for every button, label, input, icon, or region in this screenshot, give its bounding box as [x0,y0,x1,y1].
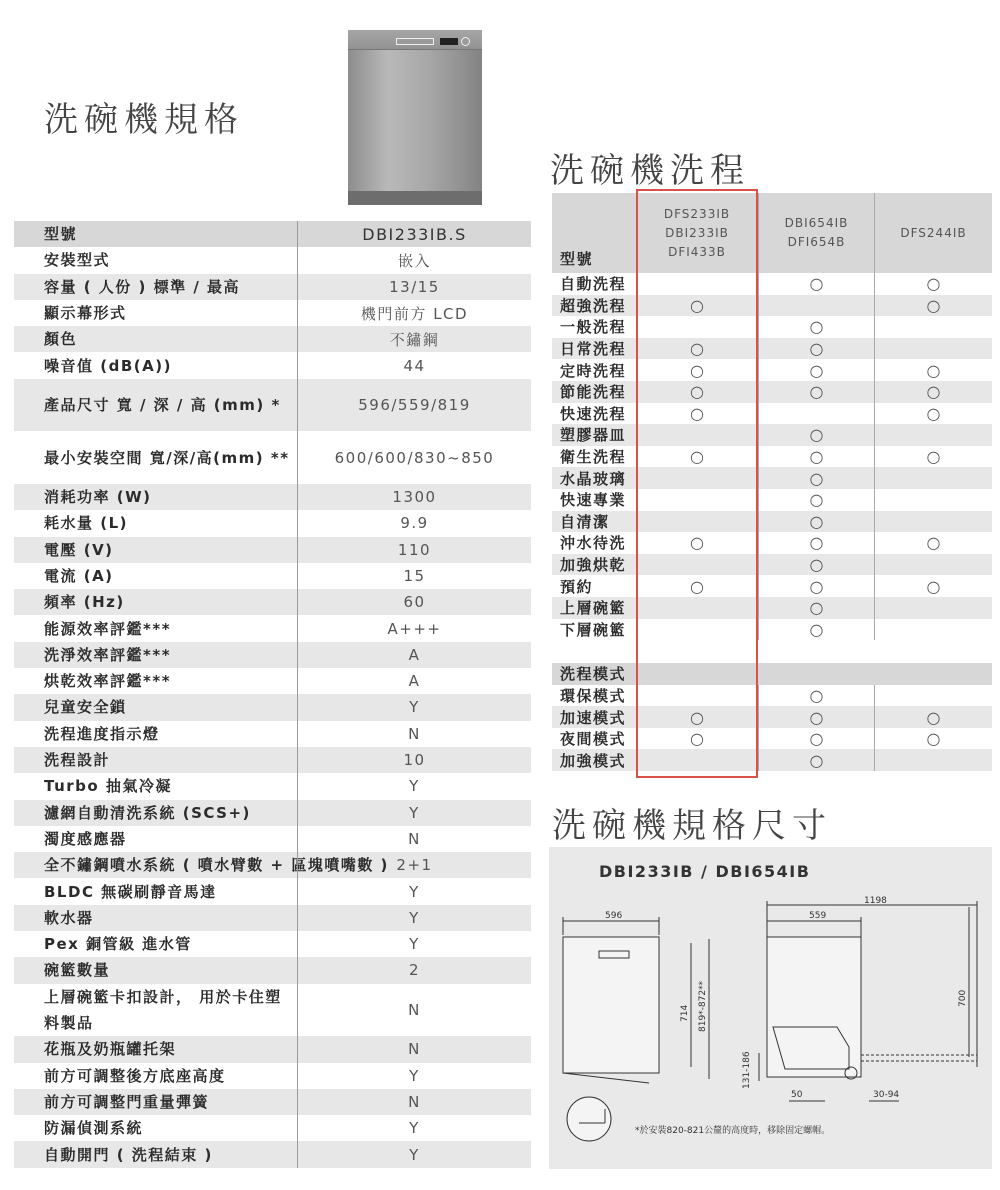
program-mark-c1 [636,424,758,446]
program-row [552,728,992,750]
spec-label: 消耗功率 (W) [44,488,152,507]
spec-value: N [297,1036,531,1062]
program-mark-c1 [636,489,758,511]
spec-value: 2+1 [297,852,531,878]
program-mark-c2: ○ [758,597,874,619]
program-mark-c2: ○ [758,338,874,360]
program-row [552,575,992,597]
spec-label: 洗程進度指示燈 [44,724,160,743]
spec-row [14,668,531,694]
spec-value: 機門前方 LCD [297,300,531,326]
program-label: 下層碗籃 [560,620,627,639]
spec-label: 自動開門 ( 洗程結束 ) [44,1145,213,1164]
program-mark-c2: ○ [758,554,874,576]
spec-label: 洗淨效率評鑑*** [44,645,172,664]
program-mark-c3 [874,489,992,511]
depth-dim: 559 [809,911,827,921]
spec-label: 電流 (A) [44,567,114,585]
spec-row [14,1089,531,1115]
program-label: 定時洗程 [560,361,627,380]
spec-row [14,537,531,563]
program-row [552,446,992,468]
spec-value: Y [297,1141,531,1167]
spec-row [14,563,531,589]
program-header-row [552,193,992,273]
spec-label: 產品尺寸 寬 / 深 / 高 (mm) * [44,396,281,415]
spec-label: 烘乾效率評鑑*** [44,672,172,691]
program-row [552,532,992,554]
program-mark-c3: ○ [874,381,992,403]
spec-row [14,826,531,852]
spec-value: A [297,668,531,694]
program-label: 自清潔 [560,512,610,531]
spec-row [14,721,531,747]
spec-label: Turbo 抽氣冷凝 [44,777,172,796]
program-mark-c3 [874,554,992,576]
spec-label: 噪音值 (dB(A)) [44,356,172,375]
program-mark-c3: ○ [874,728,992,750]
bottom-b-dim: 30-94 [873,1090,900,1100]
program-mark-c1: ○ [690,360,704,380]
program-label: 一般洗程 [560,318,627,337]
spec-row [14,431,531,484]
program-mark-c1: ○ [690,729,704,749]
col2-model-2: DFI654B [787,235,846,249]
program-mark-c3: ○ [874,446,992,468]
spec-row [14,589,531,615]
program-label: 日常洗程 [560,340,627,359]
height-body-dim: 714 [680,1004,690,1022]
spec-row [14,694,531,720]
spec-table [14,221,531,1168]
spec-value: Y [297,1115,531,1141]
program-mark-c3 [874,749,992,771]
program-row [552,424,992,446]
spec-label: 軟水器 [44,908,94,927]
col1-model-2: DBI233IB [665,225,729,240]
spec-row [14,615,531,641]
program-header-label: 型號 [560,250,594,268]
spec-row [14,1036,531,1062]
height-open-dim: 700 [958,989,968,1007]
spec-row [14,379,531,432]
spec-value: 10 [297,747,531,773]
spec-row [14,642,531,668]
program-mark-c1: ○ [690,533,704,553]
program-label: 加強烘乾 [560,556,627,575]
program-mark-c3 [874,316,992,338]
spec-label: 最小安裝空間 寬/深/高(mm) ** [44,448,290,467]
program-mark-c1 [636,685,758,707]
spec-label: 頻率 (Hz) [44,593,125,612]
col1-model-1: DFS233IB [663,206,731,221]
program-mark-c3 [874,619,992,641]
program-mark-c2 [758,295,874,317]
program-label: 上層碗籃 [560,599,627,618]
program-label: 快速洗程 [560,404,627,423]
program-mark-c2: ○ [758,489,874,511]
spec-label: 洗程設計 [44,751,111,770]
program-label: 環保模式 [560,686,627,705]
dishwasher-product-image [348,30,482,205]
spec-value: 60 [297,589,531,615]
program-mark-c1 [636,273,758,295]
program-mark-c3 [874,338,992,360]
door-handle [396,38,434,45]
spec-header-row [14,221,531,247]
program-label: 預約 [560,577,594,596]
spec-row [14,747,531,773]
spec-label: 耗水量 (L) [44,514,128,533]
bottom-a-dim: 50 [791,1090,803,1100]
spec-row [14,484,531,510]
program-row [552,295,992,317]
program-row [552,597,992,619]
program-row [552,403,992,425]
spec-value: 15 [297,563,531,589]
program-mark-c1: ○ [690,707,704,727]
program-row [552,359,992,381]
program-row [552,381,992,403]
kick-plate [348,191,482,205]
spec-row [14,510,531,536]
spec-row [14,852,531,878]
spec-value: N [297,1089,531,1115]
program-col-3-header [874,193,992,273]
program-row [552,685,992,707]
spec-value: 110 [297,537,531,563]
program-mark-c3 [874,685,992,707]
spec-label: 濾網自動清洗系統 (SCS+) [44,803,251,822]
total-depth-dim: 1198 [864,896,887,906]
spec-label: 電壓 (V) [44,540,114,559]
spec-label: 安裝型式 [44,251,111,270]
spec-label: 容量 ( 人份 ) 標準 / 最高 [44,277,241,296]
program-label: 加強模式 [560,751,627,770]
spec-value: N [297,721,531,747]
spec-row [14,905,531,931]
program-label: 水晶玻璃 [560,469,627,488]
program-mark-c1: ○ [690,295,704,315]
program-mark-c2: ○ [758,424,874,446]
program-mark-c3: ○ [874,295,992,317]
program-label: 快速專業 [560,491,627,510]
dimension-model: DBI233IB / DBI654IB [599,862,811,881]
spec-title: 洗碗機規格 [44,100,244,140]
spec-value: Y [297,800,531,826]
program-mark-c3: ○ [874,359,992,381]
spec-value: N [297,826,531,852]
front-view-body [563,937,659,1073]
program-row [552,511,992,533]
col1-model-3: DFI433B [668,244,726,259]
spec-value: 9.9 [297,510,531,536]
program-label: 超強洗程 [560,296,627,315]
program-mark-c1: ○ [690,576,704,596]
program-col-1-header [636,193,758,273]
spec-row [14,300,531,326]
program-mark-c2: ○ [758,706,874,728]
program-label: 沖水待洗 [560,534,627,553]
program-mark-c3: ○ [874,273,992,295]
front-view-kick [563,1073,649,1083]
program-row [552,467,992,489]
program-mark-c3: ○ [874,532,992,554]
spec-value: 2 [297,957,531,983]
program-label: 自動洗程 [560,275,627,294]
dimensions-title: 洗碗機規格尺寸 [552,806,832,846]
spec-value: Y [297,773,531,799]
program-mark-c2: ○ [758,619,874,641]
program-mark-c1: ○ [690,339,704,359]
spec-header-label: 型號 [44,225,78,244]
program-mark-c2 [758,403,874,425]
width-dim: 596 [605,911,623,921]
col3-model-1: DFS244IB [900,225,967,240]
col2-model-1: DBI654IB [784,216,849,230]
spec-row [14,247,531,273]
spec-value: 596/559/819 [297,379,531,432]
program-mark-c2: ○ [758,381,874,403]
program-mark-c2: ○ [758,575,874,597]
program-mark-c2: ○ [758,532,874,554]
spec-row [14,352,531,378]
program-mark-c1 [636,749,758,771]
height-range-dim: 819*-872** [698,980,708,1032]
spec-label: 上層碗籃卡扣設計， 用於卡住塑料製品 [44,987,282,1032]
spec-label: 濁度感應器 [44,829,127,848]
spec-row [14,984,531,1037]
spec-label: Pex 銅管級 進水管 [44,935,192,954]
spec-value: N [297,984,531,1037]
detail-circle [567,1097,611,1141]
program-mark-c1 [636,554,758,576]
modes-header-row [552,663,992,685]
program-row [552,554,992,576]
spec-value: Y [297,905,531,931]
spec-label: 顯示幕形式 [44,304,127,323]
program-mark-c1 [636,511,758,533]
spec-label: 能源效率評鑑*** [44,619,172,638]
program-row [552,316,992,338]
dimension-drawing [549,847,992,1169]
program-label: 衛生洗程 [560,448,627,467]
spec-row [14,1063,531,1089]
spec-value: 嵌入 [297,247,531,273]
spec-value: Y [297,694,531,720]
spec-value: A+++ [297,615,531,641]
spec-value: 不鏽鋼 [297,326,531,352]
spec-label: 防漏偵測系統 [44,1119,144,1138]
program-mark-c2: ○ [758,511,874,533]
spec-label: 花瓶及奶瓶罐托架 [44,1040,177,1059]
program-col-2-header [758,193,874,273]
program-mark-c2: ○ [758,685,874,707]
spec-value: 600/600/830~850 [297,431,531,484]
spec-row [14,957,531,983]
program-mark-c1 [636,316,758,338]
program-mark-c2: ○ [758,728,874,750]
spec-value: Y [297,878,531,904]
program-mark-c2: ○ [758,467,874,489]
lcd-display [440,38,458,45]
spec-row [14,773,531,799]
program-mark-c3: ○ [874,403,992,425]
spec-row [14,326,531,352]
spec-label: 前方可調整門重量彈簧 [44,1092,210,1111]
spec-value: A [297,642,531,668]
program-mark-c2: ○ [758,359,874,381]
table-gap [552,640,992,663]
program-label: 塑膠器皿 [560,426,627,445]
program-mark-c1: ○ [690,382,704,402]
program-label: 夜間模式 [560,730,627,749]
spec-label: 顏色 [44,330,78,349]
spec-row [14,1115,531,1141]
program-mark-c1: ○ [690,447,704,467]
program-mark-c3: ○ [874,575,992,597]
spec-row [14,1141,531,1167]
spec-label: 兒童安全鎖 [44,698,127,717]
program-label: 加速模式 [560,708,627,727]
program-row [552,273,992,295]
program-row [552,706,992,728]
program-mark-c3 [874,511,992,533]
plinth-dim: 131-186 [742,1051,752,1089]
power-button-icon [461,37,470,46]
program-mark-c1 [636,467,758,489]
dimension-note: *於安裝820-821公釐的高度時，移除固定螺帽。 [635,1126,831,1136]
dimension-svg [549,847,992,1169]
spec-label: 碗籃數量 [44,961,111,980]
spec-label: BLDC 無碳刷靜音馬達 [44,882,217,901]
program-row [552,749,992,771]
program-mark-c1 [636,619,758,641]
control-panel [348,30,482,50]
spec-value: Y [297,1063,531,1089]
program-mark-c1: ○ [690,403,704,423]
spec-row [14,274,531,300]
spec-label: 全不鏽鋼噴水系統 ( 噴水臂數 + 區塊噴嘴數 ) [44,856,389,875]
program-label: 節能洗程 [560,383,627,402]
spec-row [14,800,531,826]
program-mark-c3 [874,597,992,619]
spec-row [14,878,531,904]
program-table [552,193,992,771]
program-mark-c2: ○ [758,749,874,771]
program-row [552,338,992,360]
programs-title: 洗碗機洗程 [550,151,750,191]
spec-row [14,931,531,957]
spec-label: 前方可調整後方底座高度 [44,1066,226,1085]
program-mark-c3 [874,424,992,446]
spec-value: Y [297,931,531,957]
program-mark-c2: ○ [758,316,874,338]
program-row [552,489,992,511]
spec-value: 44 [297,352,531,378]
modes-header-label: 洗程模式 [560,665,627,684]
program-row [552,619,992,641]
program-mark-c2: ○ [758,273,874,295]
program-mark-c3 [874,467,992,489]
program-mark-c1 [636,597,758,619]
spec-value: 13/15 [297,274,531,300]
spec-header-value: DBI233IB.S [297,221,531,247]
program-mark-c2: ○ [758,446,874,468]
program-mark-c3: ○ [874,706,992,728]
spec-value: 1300 [297,484,531,510]
